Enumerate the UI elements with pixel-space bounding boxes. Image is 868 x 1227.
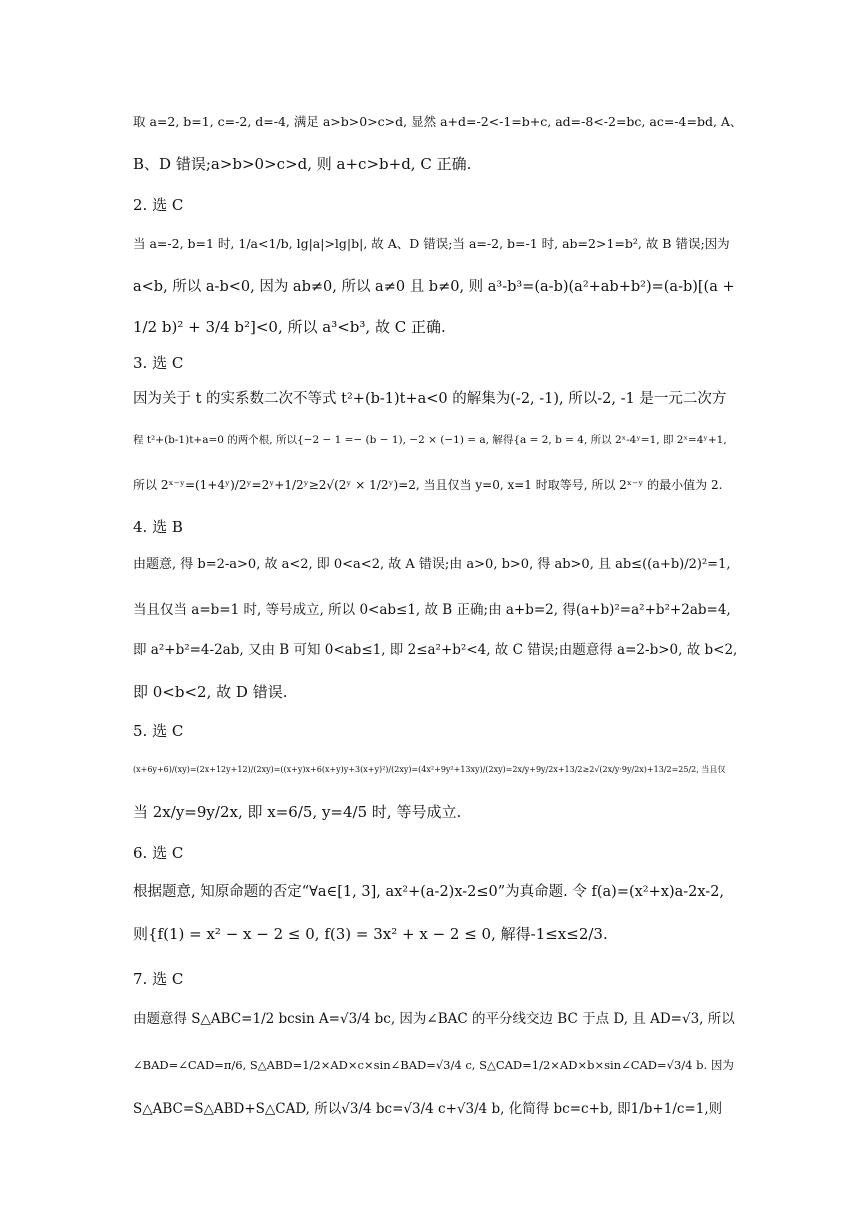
answer-heading: 4. 选 B	[133, 518, 183, 536]
answer-heading: 6. 选 C	[133, 844, 184, 862]
answer-heading: 2. 选 C	[133, 196, 184, 214]
answer-heading: 5. 选 C	[133, 722, 184, 740]
text-line: (x+6y+6)/(xy)=(2x+12y+12)/(2xy)=((x+y)x+6(x+y)y+3(x+y)²)/(2xy)=(4x²+9y²+13xy)/(2xy)=2x/y+9y/2x+13/2≥2√(2x/y·9y/2x)+13/2=25/2, 当且仅	[133, 765, 726, 774]
text-line: 因为关于 t 的实系数二次不等式 t²+(b-1)t+a<0 的解集为(-2, -1), 所以-2, -1 是一元二次方	[133, 391, 727, 407]
text-line: 即 a²+b²=4-2ab, 又由 B 可知 0<ab≤1, 即 2≤a²+b²<4, 故 C 错误;由题意得 a=2-b>0, 故 b<2,	[133, 642, 738, 658]
text-line: 1/2 b)² + 3/4 b²]<0, 所以 a³<b³, 故 C 正确.	[133, 318, 446, 336]
text-line: 由题意得 S△ABC=1/2 bcsin A=√3/4 bc, 因为∠BAC 的平分线交边 BC 于点 D, 且 AD=√3, 所以	[133, 1011, 735, 1027]
text-line: 当 2x/y=9y/2x, 即 x=6/5, y=4/5 时, 等号成立.	[133, 803, 462, 821]
text-line: S△ABC=S△ABD+S△CAD, 所以√3/4 bc=√3/4 c+√3/4 b, 化简得 bc=c+b, 即1/b+1/c=1,则	[133, 1101, 723, 1117]
text-line: B、D 错误;a>b>0>c>d, 则 a+c>b+d, C 正确.	[133, 155, 472, 173]
answer-heading: 7. 选 C	[133, 970, 184, 988]
text-line: 根据题意, 知原命题的否定“∀a∈[1, 3], ax²+(a-2)x-2≤0”为真命题. 令 f(a)=(x²+x)a-2x-2,	[133, 884, 725, 900]
text-line: 程 t²+(b-1)t+a=0 的两个根, 所以{−2 − 1 =− (b − 1), −2 × (−1) = a, 解得{a = 2, b = 4, 所以 2ˣ-4ʸ=1, 即 2ˣ=4ʸ+1,	[133, 434, 727, 446]
text-line: 所以 2ˣ⁻ʸ=(1+4ʸ)/2ʸ=2ʸ+1/2ʸ≥2√(2ʸ × 1/2ʸ)=2, 当且仅当 y=0, x=1 时取等号, 所以 2ˣ⁻ʸ 的最小值为 2.	[133, 478, 723, 492]
answer-heading: 3. 选 C	[133, 354, 184, 372]
text-line: 由题意, 得 b=2-a>0, 故 a<2, 即 0<a<2, 故 A 错误;由 a>0, b>0, 得 ab>0, 且 ab≤((a+b)/2)²=1,	[133, 557, 731, 572]
text-line: ∠BAD=∠CAD=π/6, S△ABD=1/2×AD×c×sin∠BAD=√3/4 c, S△CAD=1/2×AD×b×sin∠CAD=√3/4 b. 因为	[133, 1058, 734, 1072]
text-line: 当且仅当 a=b=1 时, 等号成立, 所以 0<ab≤1, 故 B 正确;由 a+b=2, 得(a+b)²=a²+b²+2ab=4,	[133, 602, 731, 618]
text-line: 当 a=-2, b=1 时, 1/a<1/b, lg|a|>lg|b|, 故 A、D 错误;当 a=-2, b=-1 时, ab=2>1=b², 故 B 错误;因为	[133, 236, 730, 251]
text-line: 则{f(1) = x² − x − 2 ≤ 0, f(3) = 3x² + x − 2 ≤ 0, 解得-1≤x≤2/3.	[133, 925, 608, 943]
text-line: 即 0<b<2, 故 D 错误.	[133, 683, 288, 701]
text-line: 取 a=2, b=1, c=-2, d=-4, 满足 a>b>0>c>d, 显然 a+d=-2<-1=b+c, ad=-8<-2=bc, ac=-4=bd, A、	[133, 114, 743, 129]
text-line: a<b, 所以 a-b<0, 因为 ab≠0, 所以 a≠0 且 b≠0, 则 a³-b³=(a-b)(a²+ab+b²)=(a-b)[(a +	[133, 279, 735, 295]
